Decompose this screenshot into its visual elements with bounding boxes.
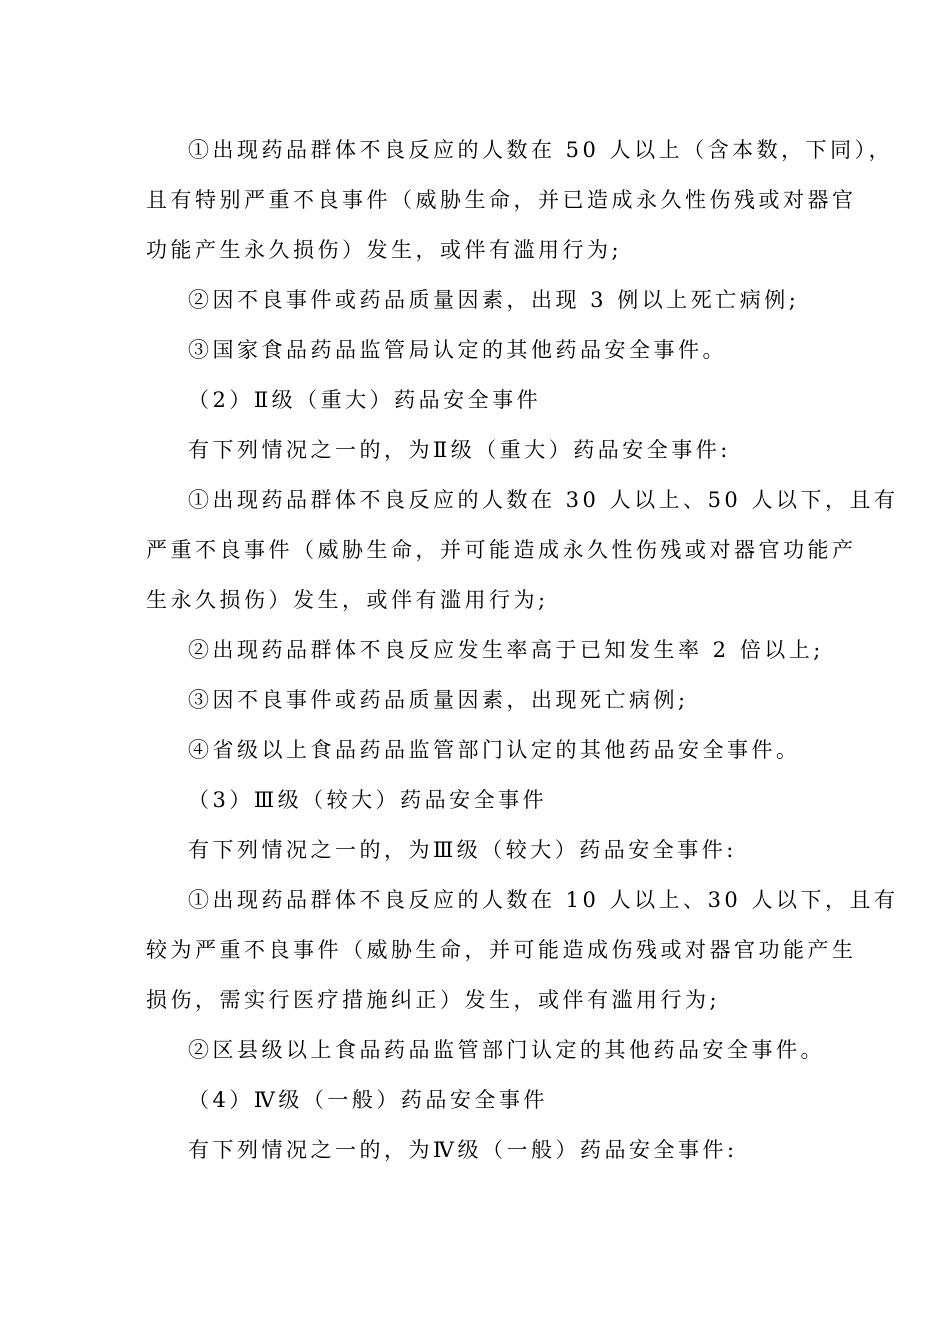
paragraph-line: ①出现药品群体不良反应的人数在 10 人以上、30 人以下，且有 [188, 888, 899, 912]
paragraph-line: 较为严重不良事件（威胁生命，并可能造成伤残或对器官功能产生 [146, 938, 857, 962]
paragraph-line: 有下列情况之一的，为Ⅱ级（重大）药品安全事件: [188, 438, 731, 462]
paragraph-line: ①出现药品群体不良反应的人数在 30 人以上、50 人以下，且有 [188, 488, 899, 512]
paragraph-line: 严重不良事件（威胁生命，并可能造成永久性伤残或对器官功能产 [146, 538, 857, 562]
paragraph-line: ③国家食品药品监管局认定的其他药品安全事件。 [188, 338, 727, 362]
paragraph-line: ②出现药品群体不良反应发生率高于已知发生率 2 倍以上; [188, 638, 824, 662]
section-heading: （3）Ⅲ级（较大）药品安全事件 [188, 788, 548, 812]
paragraph-line: 有下列情况之一的，为Ⅲ级（较大）药品安全事件: [188, 838, 737, 862]
section-heading: （2）Ⅱ级（重大）药品安全事件 [188, 388, 542, 412]
paragraph-line: ②因不良事件或药品质量因素，出现 3 例以上死亡病例; [188, 288, 800, 312]
paragraph-line: 且有特别严重不良事件（威胁生命，并已造成永久性伤残或对器官 [146, 188, 857, 212]
paragraph-line: ④省级以上食品药品监管部门认定的其他药品安全事件。 [188, 738, 801, 762]
paragraph-line: ③因不良事件或药品质量因素，出现死亡病例; [188, 688, 689, 712]
section-heading: （4）Ⅳ级（一般）药品安全事件 [188, 1088, 548, 1112]
paragraph-line: 损伤，需实行医疗措施纠正）发生，或伴有滥用行为; [146, 988, 721, 1012]
paragraph-line: 生永久损伤）发生，或伴有滥用行为; [146, 588, 549, 612]
paragraph-line: 有下列情况之一的，为Ⅳ级（一般）药品安全事件: [188, 1138, 738, 1162]
paragraph-line: 功能产生永久损伤）发生，或伴有滥用行为; [146, 238, 623, 262]
paragraph-line: ①出现药品群体不良反应的人数在 50 人以上（含本数，下同）， [188, 138, 894, 162]
paragraph-line: ②区县级以上食品药品监管部门认定的其他药品安全事件。 [188, 1038, 825, 1062]
